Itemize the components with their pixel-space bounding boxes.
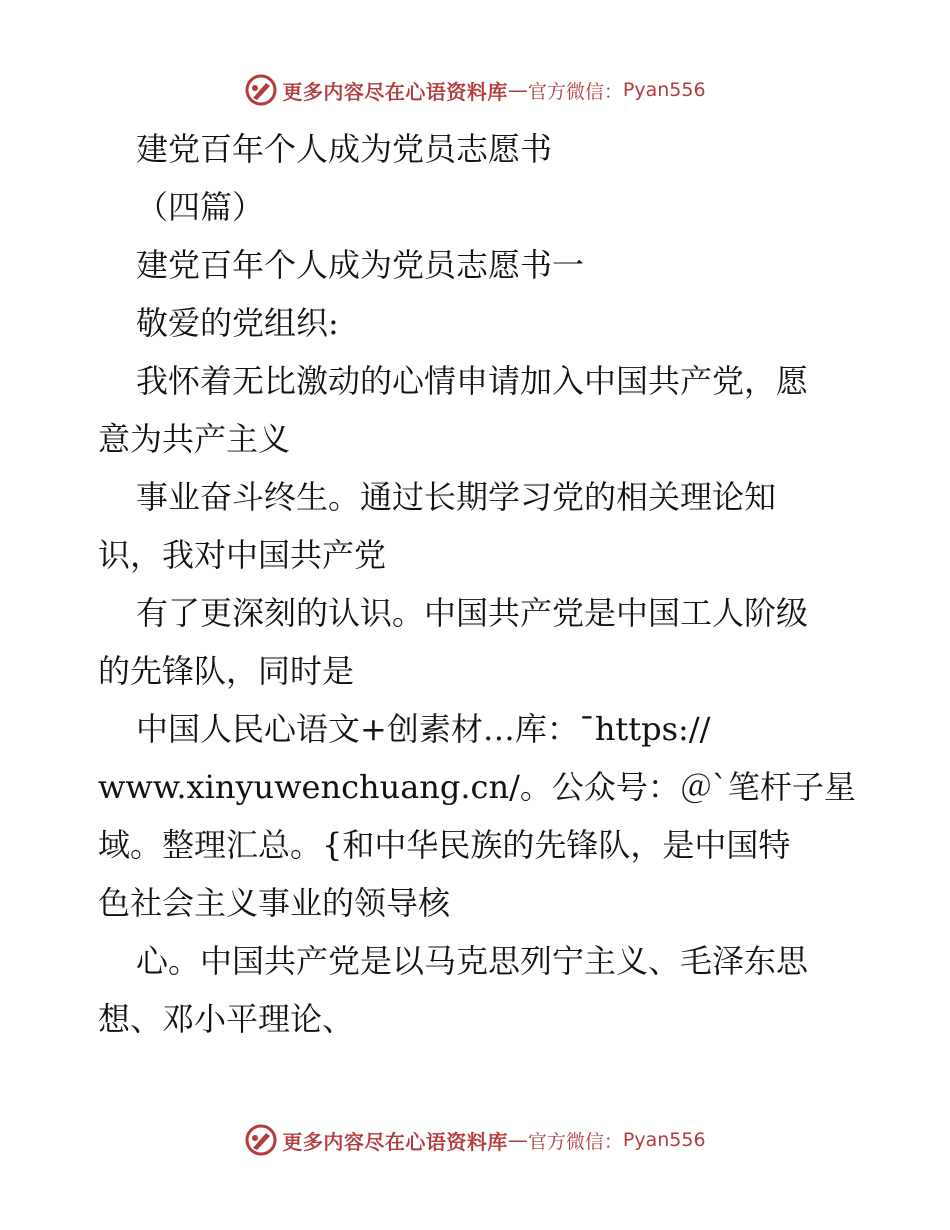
document-title: 建党百年个人成为党员志愿书 bbox=[136, 130, 553, 168]
footer-watermark bbox=[0, 1120, 950, 1160]
section-heading: 建党百年个人成为党员志愿书一 bbox=[136, 246, 585, 284]
text-line: 色社会主义事业的领导核 bbox=[98, 884, 451, 922]
text-line: www.xinyuwenchuang.cn/。公众号：＠`笔杆子星 bbox=[98, 768, 856, 806]
text-line: 识，我对中国共产党 bbox=[98, 536, 387, 574]
text-line: 我怀着无比激动的心情申请加入中国共产党，愿 bbox=[136, 362, 809, 400]
document-subtitle: （四篇） bbox=[136, 188, 265, 226]
text-line: 事业奋斗终生。通过长期学习党的相关理论知 bbox=[136, 478, 777, 516]
watermark-wechat-label: 官方微信： bbox=[527, 1130, 623, 1153]
text-line: 的先锋队，同时是 bbox=[98, 652, 355, 690]
watermark-main-text: 更多内容尽在心语资料库 bbox=[282, 1129, 508, 1154]
watermark-wechat-id: Pyan556 bbox=[622, 79, 706, 101]
salutation: 敬爱的党组织: bbox=[136, 304, 339, 342]
text-line: 域。整理汇总。{和中华民族的先锋队，是中国特 bbox=[98, 826, 791, 864]
text-line: 意为共产主义 bbox=[98, 420, 291, 458]
header-watermark bbox=[0, 70, 950, 110]
text-line: 中国人民心语文+创素材…库：¯https:// bbox=[136, 710, 711, 748]
pen-logo-icon bbox=[244, 73, 278, 107]
watermark-wechat-label: 官方微信： bbox=[527, 80, 623, 103]
pen-logo-icon bbox=[244, 1123, 278, 1157]
watermark-dash: — bbox=[507, 1128, 528, 1152]
text-line: 有了更深刻的认识。中国共产党是中国工人阶级 bbox=[136, 594, 809, 632]
watermark-main-text: 更多内容尽在心语资料库 bbox=[282, 79, 508, 104]
document-body bbox=[98, 120, 868, 1048]
text-line: 想、邓小平理论、 bbox=[98, 1000, 355, 1038]
text-line: 心。中国共产党是以马克思列宁主义、毛泽东思 bbox=[136, 942, 809, 980]
watermark-wechat-id: Pyan556 bbox=[622, 1129, 706, 1151]
watermark-dash: — bbox=[507, 78, 528, 102]
